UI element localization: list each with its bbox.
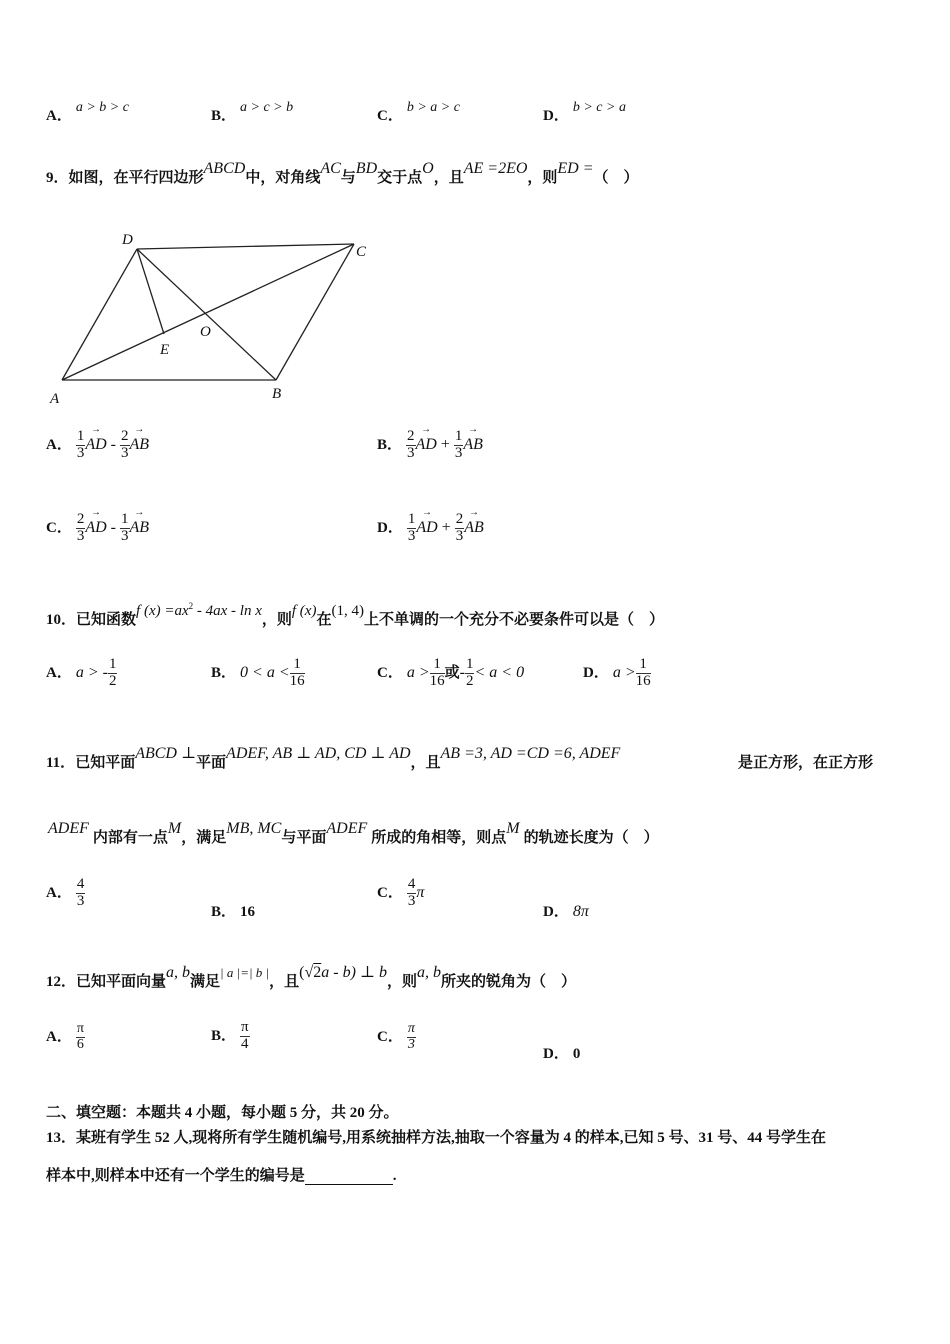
stem-text: ，且	[269, 974, 300, 990]
operator: +	[440, 435, 450, 453]
stem-text: ，满足	[181, 830, 227, 846]
stem-text: ，且	[410, 755, 441, 771]
stem-math: BD	[355, 160, 378, 177]
option-label: C．	[377, 1028, 403, 1045]
coef-fraction: $\frac{2}{3}$	[121, 428, 129, 461]
option-expr: a > c > b	[240, 100, 294, 115]
q9-stem	[46, 160, 639, 187]
option-value: 0	[572, 1046, 581, 1062]
option-expr: 0 < a <	[240, 663, 290, 681]
stem-text: ，则	[527, 170, 558, 186]
stem-text: ，且	[433, 170, 464, 186]
stem-text: 如图，在平行四边形	[68, 170, 204, 186]
stem-text: ，则	[386, 974, 417, 990]
point-label-e: E	[160, 342, 170, 358]
coef-fraction: $\frac{1}{3}$	[407, 511, 416, 544]
option-label: D．	[377, 519, 403, 536]
q10-option-d	[583, 657, 651, 690]
stem-math: ED =	[557, 160, 594, 177]
q13-line2	[46, 1164, 397, 1185]
vector-ad: → AD	[85, 519, 106, 537]
answer-blank[interactable]	[305, 1170, 393, 1185]
stem-math: a, b	[166, 964, 191, 981]
option-expr: b > c > a	[572, 100, 626, 115]
vertex-label-b: B	[272, 386, 282, 402]
option-value: 8π	[572, 903, 589, 920]
stem-math: M	[506, 820, 520, 837]
stem-text: 所夹的锐角为（ ）	[440, 974, 576, 990]
operator: +	[441, 518, 451, 536]
q11-stem-line1	[46, 745, 621, 772]
operator: -	[110, 518, 116, 536]
option-label: D．	[543, 1046, 569, 1062]
coef-fraction: $\frac{1}{3}$	[76, 428, 85, 461]
option-fraction: $\frac{4}{3}$	[407, 876, 416, 909]
option-label: A．	[46, 436, 72, 453]
question-number: 9．	[46, 170, 69, 186]
q12-option-a	[46, 1022, 85, 1052]
coef-fraction: $\frac{2}{3}$	[407, 428, 415, 461]
stem-math: ABCD ⊥	[135, 745, 197, 762]
stem-text: 已知平面向量	[76, 974, 167, 990]
q12-option-c	[377, 1022, 416, 1052]
point-label-o: O	[200, 324, 211, 340]
question-number: 10．	[46, 612, 77, 628]
edge-da	[62, 249, 137, 380]
option-label: A．	[46, 884, 72, 901]
option-expr: a > b > c	[75, 100, 129, 115]
stem-math: f $(x) =ax^2 - 4ax - \ln x$	[136, 601, 262, 619]
q11-stem-line1-end	[738, 751, 873, 772]
q10-option-c	[377, 657, 524, 690]
edge-bc	[276, 244, 354, 380]
stem-math: AC	[320, 160, 341, 177]
option-label: B．	[211, 664, 237, 681]
stem-text: 上不单调的一个充分不必要条件可以是（ ）	[363, 612, 664, 628]
vector-ad: → AD	[85, 436, 106, 454]
stem-text: 平面	[196, 755, 227, 771]
q12-option-b	[211, 1020, 250, 1053]
option-value: 16	[240, 904, 256, 920]
question-number: 11．	[46, 755, 76, 771]
stem-math: ADEF, AB ⊥ AD, CD ⊥ AD	[226, 745, 411, 762]
option-label: B．	[377, 436, 403, 453]
option-fraction: $\frac{1}{16}$	[429, 656, 445, 689]
option-fraction: $\frac{\pi}{3}$	[407, 1021, 415, 1052]
option-fraction: $\frac{1}{16}$	[635, 656, 651, 689]
diagonal-ac	[62, 244, 354, 380]
stem-text: 在	[316, 612, 332, 628]
stem-text: 交于点	[377, 170, 423, 186]
edge-cd	[137, 244, 354, 249]
or-text: 或	[444, 664, 460, 681]
vector-ab: → AB	[463, 436, 483, 454]
stem-math: AB =3, AD =CD =6, ADEF	[440, 745, 621, 762]
q8-option-c	[377, 100, 460, 125]
vector-ab: → AB	[130, 519, 150, 537]
pi-symbol: π	[416, 883, 425, 901]
stem-end: .	[392, 1168, 397, 1184]
option-fraction: $\frac{1}{2}$	[465, 656, 474, 689]
vector-ad: → AD	[416, 436, 437, 454]
coef-fraction: $\frac{2}{3}$	[455, 511, 464, 544]
option-label: D．	[543, 904, 569, 920]
option-expr: a > -	[75, 663, 108, 681]
coef-fraction: $\frac{1}{3}$	[454, 428, 463, 461]
q11-stem-line2	[48, 820, 659, 847]
q10-option-b	[211, 657, 305, 690]
question-number: 12．	[46, 974, 77, 990]
stem-text: 所成的角相等，则点	[371, 830, 507, 846]
q11-option-b	[211, 900, 255, 921]
q10-stem	[46, 601, 664, 629]
stem-text: 与平面	[281, 830, 327, 846]
q10-option-a	[46, 657, 117, 690]
vector-ab: → AB	[130, 436, 150, 454]
option-fraction: $\frac{4}{3}$	[76, 876, 85, 909]
option-label: C．	[377, 108, 403, 124]
coef-fraction: $\frac{1}{3}$	[121, 511, 129, 544]
stem-math: ABCD	[203, 160, 246, 177]
option-label: C．	[377, 884, 403, 901]
stem-text: 内部有一点	[92, 830, 168, 846]
stem-math: ADEF	[48, 820, 89, 837]
stem-math: O	[422, 160, 434, 177]
option-label: A．	[46, 108, 72, 124]
stem-text: 与	[340, 170, 356, 186]
stem-math: AE =2EO	[463, 160, 528, 177]
option-expr: < a < 0	[474, 663, 525, 681]
option-fraction: $\frac{1}{2}$	[108, 656, 117, 689]
option-fraction: $\frac{\pi}{6}$	[76, 1021, 84, 1052]
option-label: C．	[46, 519, 72, 536]
option-expr: -	[459, 663, 465, 681]
q8-option-b	[211, 100, 294, 125]
q9-option-b	[377, 429, 483, 462]
vertex-label-a: A	[50, 391, 60, 407]
q8-option-a	[46, 100, 129, 125]
stem-text: 已知函数	[76, 612, 137, 628]
section-title: 二、填空题：本题共 4 小题，每小题 5 分，共 20 分。	[46, 1105, 399, 1121]
stem-math: | a |=| b |	[220, 965, 270, 980]
stem-math: M	[167, 820, 182, 837]
q11-option-a	[46, 877, 85, 910]
stem-math: a, b	[416, 964, 441, 981]
q9-option-d	[377, 512, 484, 545]
option-label: A．	[46, 664, 72, 681]
q12-option-d	[543, 1042, 580, 1063]
stem-math: MB, MC	[226, 820, 282, 837]
stem-text: ，则	[261, 612, 292, 628]
option-label: D．	[543, 108, 569, 124]
stem-math: (√2a - b) ⊥ b	[299, 964, 387, 981]
stem-text: 的轨迹长度为（ ）	[523, 830, 659, 846]
option-label: A．	[46, 1028, 72, 1045]
stem-text: （ ）	[593, 170, 639, 186]
option-fraction: $\frac{1}{16}$	[289, 656, 305, 689]
stem-text: 样本中,则样本中还有一个学生的编号是	[46, 1168, 305, 1184]
stem-math: (1, 4)	[331, 603, 364, 619]
option-expr: b > a > c	[406, 100, 460, 115]
option-label: B．	[211, 108, 237, 124]
q9-option-a	[46, 429, 149, 462]
q13-line1: 13．某班有学生 52 人,现将所有学生随机编号,用系统抽样方法,抽取一个容量为 4 的样本,已知 5 号、31 号、44 号学生在	[46, 1130, 827, 1146]
stem-text: 中，对角线	[245, 170, 321, 186]
vector-ab: → AB	[464, 519, 484, 537]
vertex-label-c: C	[356, 244, 367, 260]
option-expr: a >	[406, 663, 430, 681]
option-label: B．	[211, 1027, 237, 1044]
q8-option-d	[543, 100, 626, 125]
option-expr: a >	[612, 663, 636, 681]
option-fraction: $\frac{\pi}{4}$	[241, 1019, 249, 1052]
stem-text: 满足	[190, 974, 221, 990]
vector-ad: → AD	[416, 519, 437, 537]
option-label: C．	[377, 664, 403, 681]
stem-text: 是正方形，在正方形	[738, 755, 874, 771]
stem-math: f (x)	[291, 603, 317, 619]
parallelogram-figure	[40, 220, 380, 415]
q12-stem	[46, 964, 576, 991]
stem-math: ADEF	[326, 820, 368, 837]
option-label: D．	[583, 664, 609, 681]
q9-option-c	[46, 512, 149, 545]
q11-option-c	[377, 877, 424, 910]
vertex-label-d: D	[122, 232, 133, 248]
stem-text: 已知平面	[75, 755, 136, 771]
q11-option-d	[543, 900, 589, 921]
coef-fraction: $\frac{2}{3}$	[76, 511, 85, 544]
option-label: B．	[211, 904, 237, 920]
operator: -	[110, 435, 116, 453]
